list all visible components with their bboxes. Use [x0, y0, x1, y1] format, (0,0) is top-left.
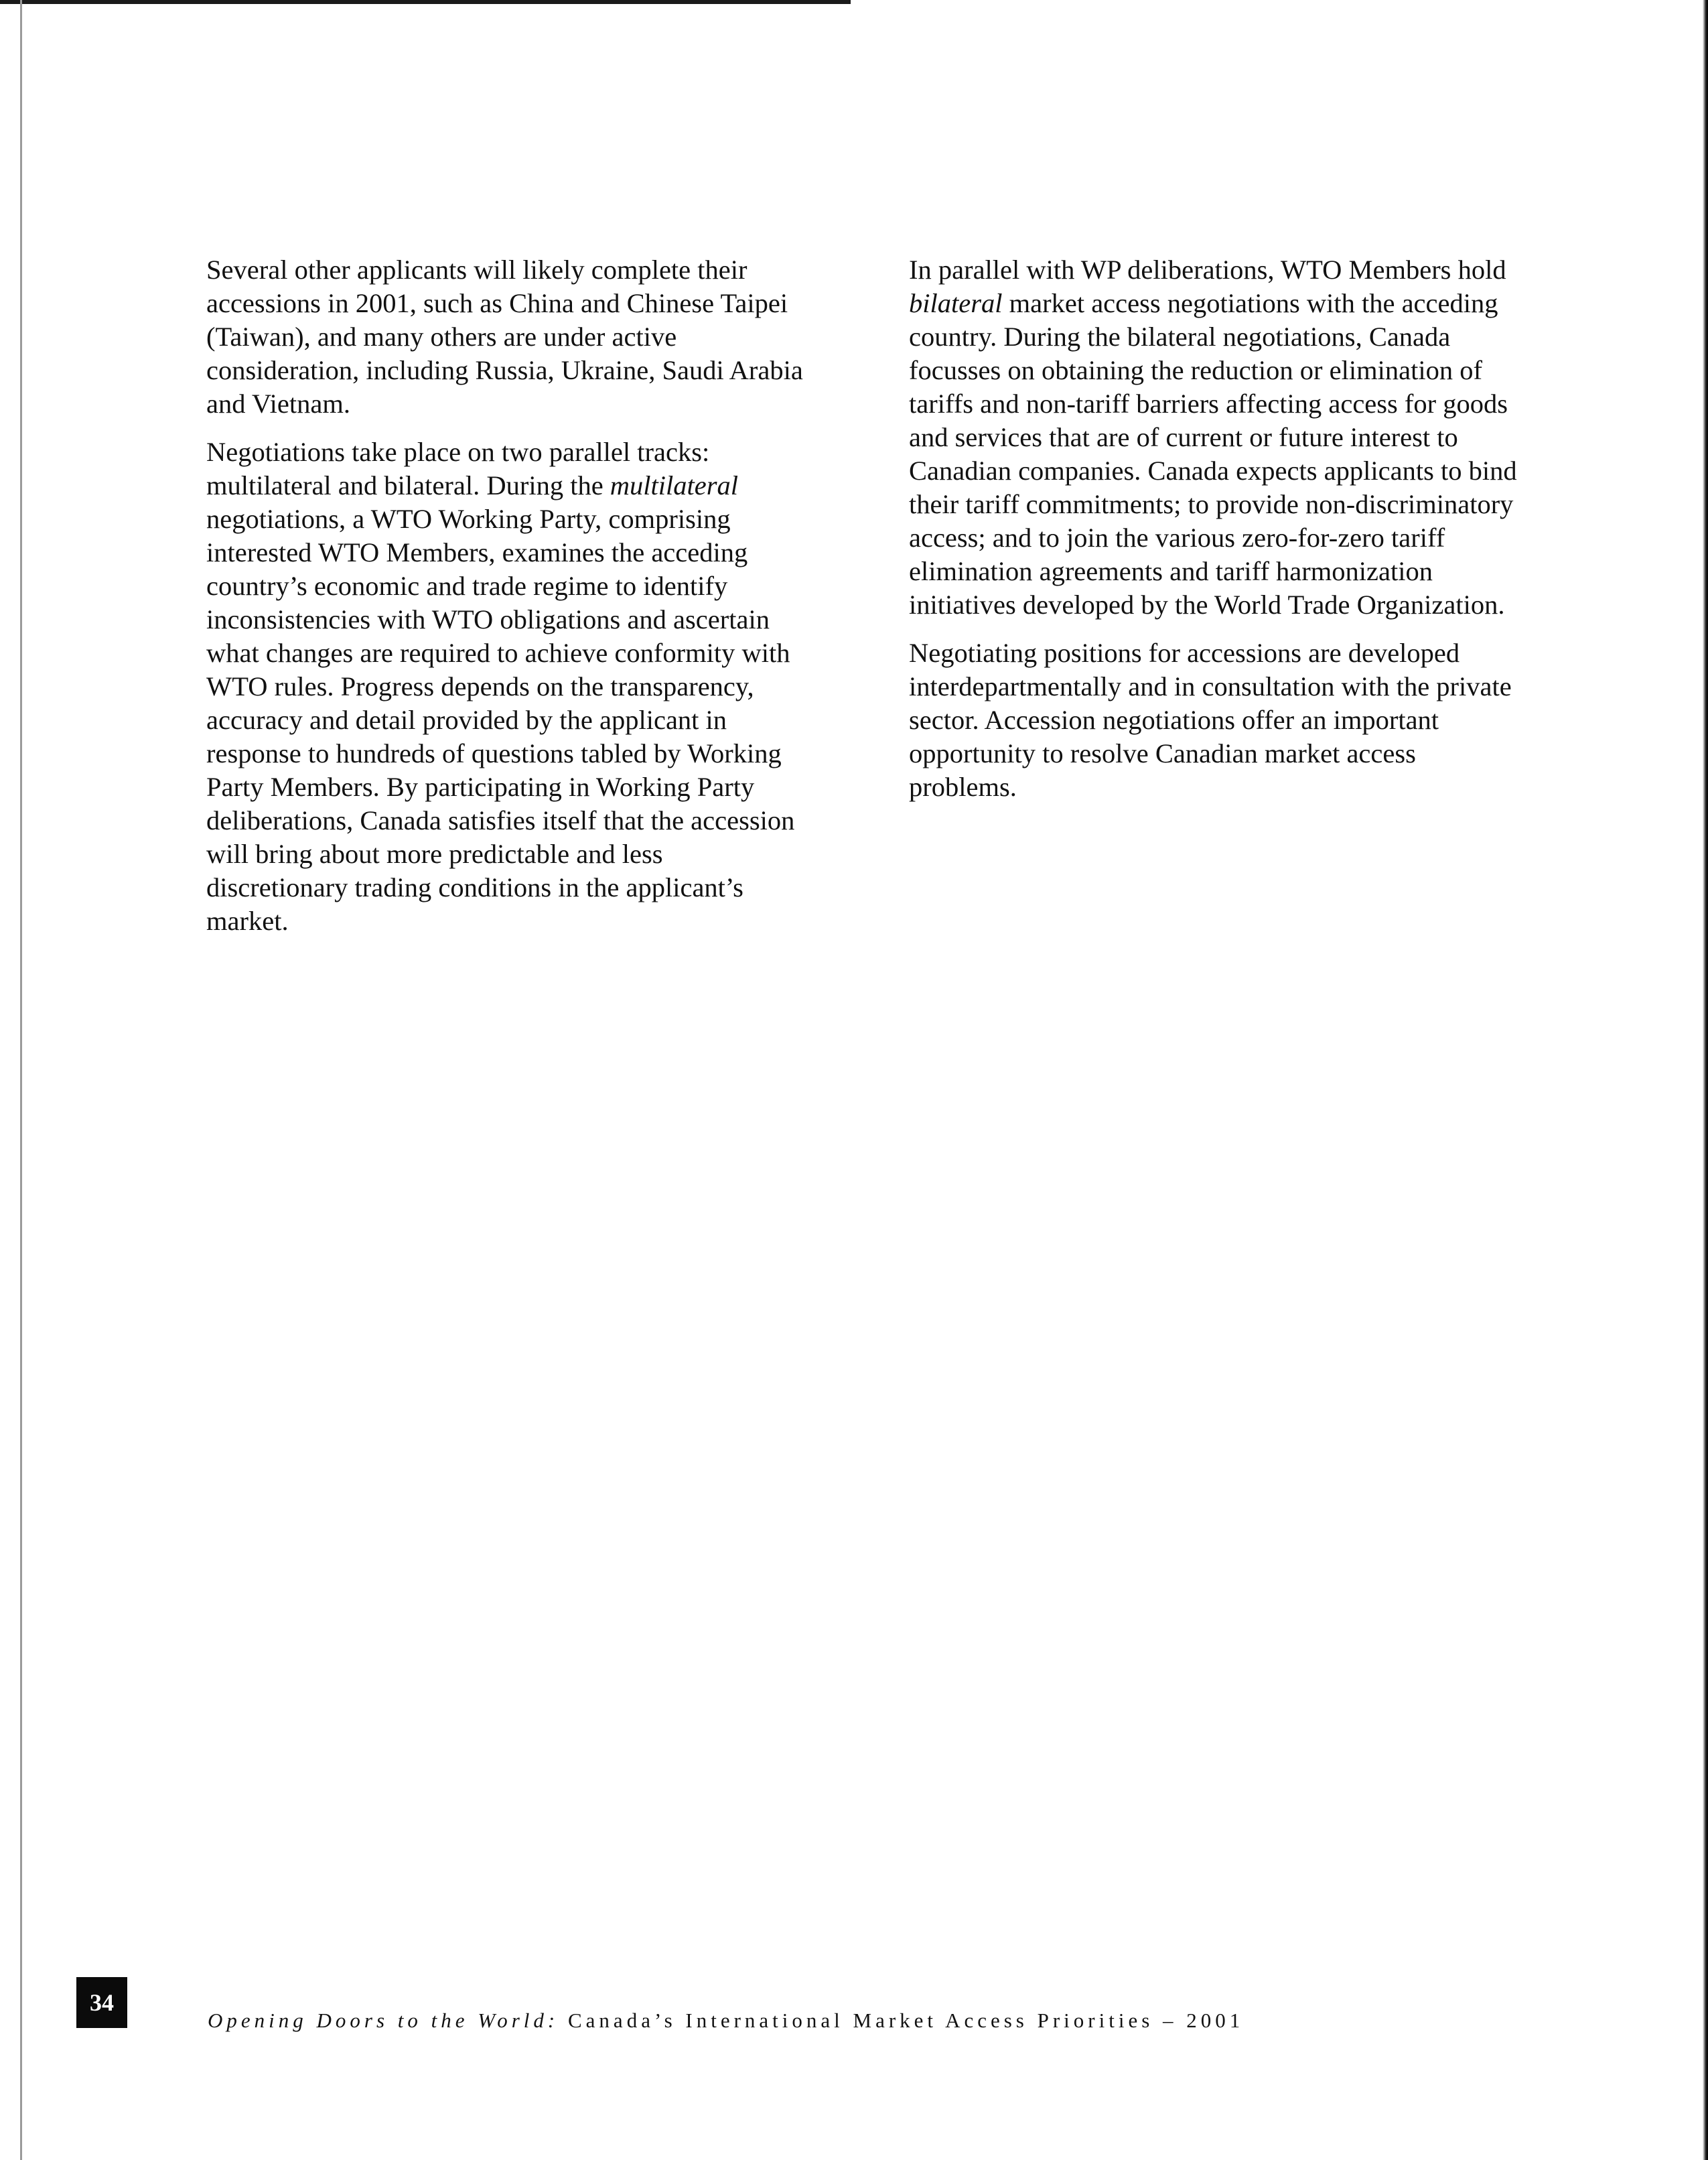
right-paragraph-1-text-a: In parallel with WP deliberations, WTO Members hold [909, 255, 1506, 285]
left-paragraph-1: Several other applicants will likely complete their accessions in 2001, such as China and Chinese Taipei (Taiwan), and many others are under active consideration, including Russia, Ukraine, Saudi Arabia and Vietnam. [206, 255, 803, 419]
left-column [206, 253, 809, 953]
right-paragraph-1 [909, 253, 1525, 622]
left-paragraph-2-text-b: negotiations, a WTO Working Party, comprising interested WTO Members, examines the acceding country’s economic and trade regime to identify inconsistencies with WTO obligations and ascertain what changes are required to achieve conformity with WTO rules. Progress depends on the transparency, accuracy and detail provided by the applicant in response to hundreds of questions tabled by Working Party Members. By participating in Working Party deliberations, Canada satisfies itself that the accession will bring about more predictable and less discretionary trading conditions in the applicant’s market. [206, 504, 795, 936]
scan-edge-top [0, 0, 851, 4]
footer-title [208, 2009, 1447, 2033]
right-paragraph-1-text-b: market access negotiations with the acceding country. During the bilateral negotiations, Canada focusses on obtaining the reduction or elimination of tariffs and non-tariff barriers affecting access for goods and services that are of current or future interest to Canadian companies. Canada expects applicants to bind their tariff commitments; to provide non-discriminatory access; and to join the various zero-for-zero tariff elimination agreements and tariff harmonization initiatives developed by the World Trade Organization. [909, 288, 1517, 620]
right-column [909, 253, 1525, 819]
footer-title-italic: Opening Doors to the World: [208, 2009, 559, 2032]
emphasis-multilateral: multilateral [610, 470, 739, 500]
emphasis-bilateral: bilateral [909, 288, 1003, 318]
right-paragraph-2: Negotiating positions for accessions are developed interdepartmentally and in consultation with the private sector. Accession negotiations offer an important opportunity to resolve Canadian market access problems. [909, 638, 1512, 802]
left-paragraph-2 [206, 435, 809, 938]
left-paragraph-2-text-a: Negotiations take place on two parallel tracks: multilateral and bilateral. During the [206, 437, 710, 500]
footer-title-rest: Canada’s International Market Access Priorities – 2001 [559, 2009, 1244, 2032]
scan-edge-left [20, 0, 22, 2160]
scan-edge-right [1703, 0, 1708, 2160]
page-number: 34 [76, 1977, 127, 2028]
